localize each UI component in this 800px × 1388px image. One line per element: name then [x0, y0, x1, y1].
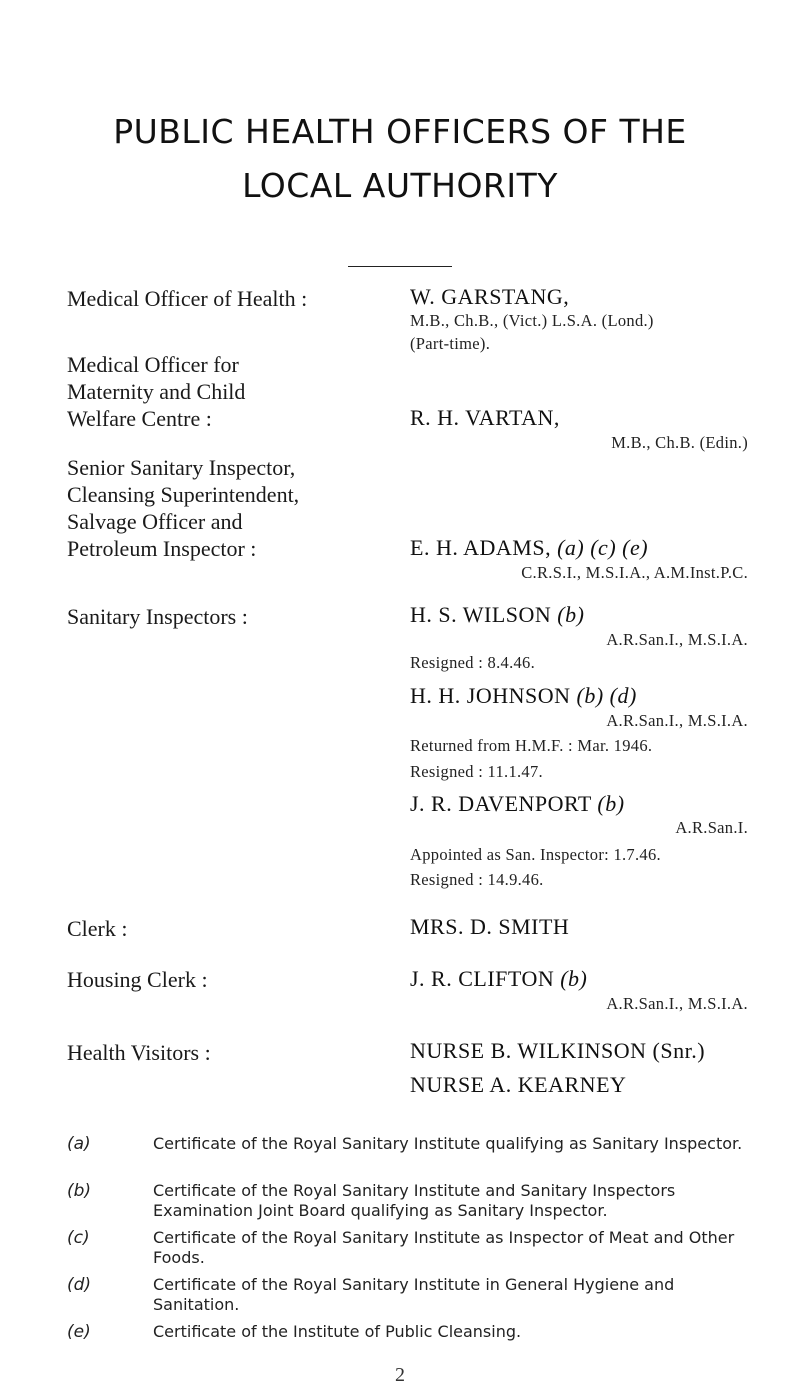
- officer-name-ssi: [410, 535, 648, 561]
- officer-name-si-3-text: J. R. DAVENPORT: [410, 791, 592, 816]
- officer-quals-si-3: A.R.San.I.: [675, 818, 748, 837]
- officer-marks-hclerk: (b): [560, 966, 588, 991]
- officer-quals-hclerk: A.R.San.I., M.S.I.A.: [606, 994, 748, 1013]
- footnote-text-c: Certificate of the Royal Sanitary Institute as Inspector of Meat and Other Foods.: [153, 1228, 735, 1267]
- role-label-moh: Medical Officer of Health :: [67, 286, 308, 311]
- officer-quals-ssi: C.R.S.I., M.S.I.A., A.M.Inst.P.C.: [521, 563, 748, 582]
- page-title-line-2: LOCAL AUTHORITY: [242, 166, 558, 205]
- role-label-mcw: Medical Officer for Maternity and Child Welfare Centre :: [67, 352, 246, 431]
- role-label-clerk: Clerk :: [67, 916, 128, 941]
- officer-name-si-2-text: H. H. JOHNSON: [410, 683, 571, 708]
- officer-name-ssi-text: E. H. ADAMS,: [410, 535, 552, 560]
- officer-marks-si-3: (b): [597, 791, 625, 816]
- officer-name-clerk: MRS. D. SMITH: [410, 914, 570, 939]
- role-label-hclerk: Housing Clerk :: [67, 967, 208, 992]
- role-label-ssi: Senior Sanitary Inspector, Cleansing Superintendent, Salvage Officer and Petroleum Inspector :: [67, 455, 300, 561]
- officer-quals-si-1: A.R.San.I., M.S.I.A.: [606, 630, 748, 649]
- officer-note-si-2a: Returned from H.M.F. : Mar. 1946.: [410, 736, 653, 755]
- officer-name-si-1-text: H. S. WILSON: [410, 602, 552, 627]
- officer-note-si-1: Resigned : 8.4.46.: [410, 653, 536, 672]
- officer-name-hclerk-text: J. R. CLIFTON: [410, 966, 555, 991]
- footnote-key-a: (a): [67, 1134, 91, 1154]
- footnote-text-a: Certificate of the Royal Sanitary Institute qualifying as Sanitary Inspector.: [153, 1134, 743, 1153]
- officer-note-si-3b: Resigned : 14.9.46.: [410, 870, 544, 889]
- footnote-text-e: Certificate of the Institute of Public Cleansing.: [153, 1322, 522, 1341]
- footnote-text-b: Certificate of the Royal Sanitary Institute and Sanitary Inspectors Examination Joint Board qualifying as Sanitary Inspector.: [153, 1181, 676, 1220]
- officer-note-si-2b: Resigned : 11.1.47.: [410, 762, 543, 781]
- officer-quals-moh: M.B., Ch.B., (Vict.) L.S.A. (Lond.): [410, 311, 654, 330]
- footnote-key-c: (c): [67, 1228, 90, 1248]
- officer-name-mcw: R. H. VARTAN,: [410, 405, 560, 430]
- officer-name-hclerk: [410, 966, 587, 992]
- officer-name-moh: W. GARSTANG,: [410, 284, 570, 309]
- page-number: 2: [395, 1364, 405, 1386]
- role-label-si: Sanitary Inspectors :: [67, 604, 248, 629]
- officer-name-si-2: [410, 683, 637, 709]
- footnote-key-b: (b): [67, 1181, 92, 1201]
- officer-name-hv-2: NURSE A. KEARNEY: [410, 1072, 627, 1097]
- footnote-text-d: Certificate of the Royal Sanitary Institute in General Hygiene and Sanitation.: [153, 1275, 675, 1314]
- officer-marks-si-2: (b) (d): [576, 683, 637, 708]
- officer-marks-ssi: (a) (c) (e): [557, 535, 649, 560]
- officer-quals-si-2: A.R.San.I., M.S.I.A.: [606, 711, 748, 730]
- officer-quals-mcw: M.B., Ch.B. (Edin.): [611, 433, 748, 452]
- footnote-key-d: (d): [67, 1275, 92, 1295]
- officer-name-si-1: [410, 602, 584, 628]
- footnote-key-e: (e): [67, 1322, 91, 1342]
- officer-note-si-3a: Appointed as San. Inspector: 1.7.46.: [410, 845, 661, 864]
- title-divider: [348, 266, 452, 267]
- page-title-line-1: PUBLIC HEALTH OFFICERS OF THE: [113, 112, 687, 151]
- officer-name-si-3: [410, 791, 625, 817]
- officer-name-hv-1: NURSE B. WILKINSON (Snr.): [410, 1038, 706, 1063]
- officer-note-moh: (Part-time).: [410, 334, 491, 353]
- role-label-hv: Health Visitors :: [67, 1040, 211, 1065]
- officer-marks-si-1: (b): [557, 602, 585, 627]
